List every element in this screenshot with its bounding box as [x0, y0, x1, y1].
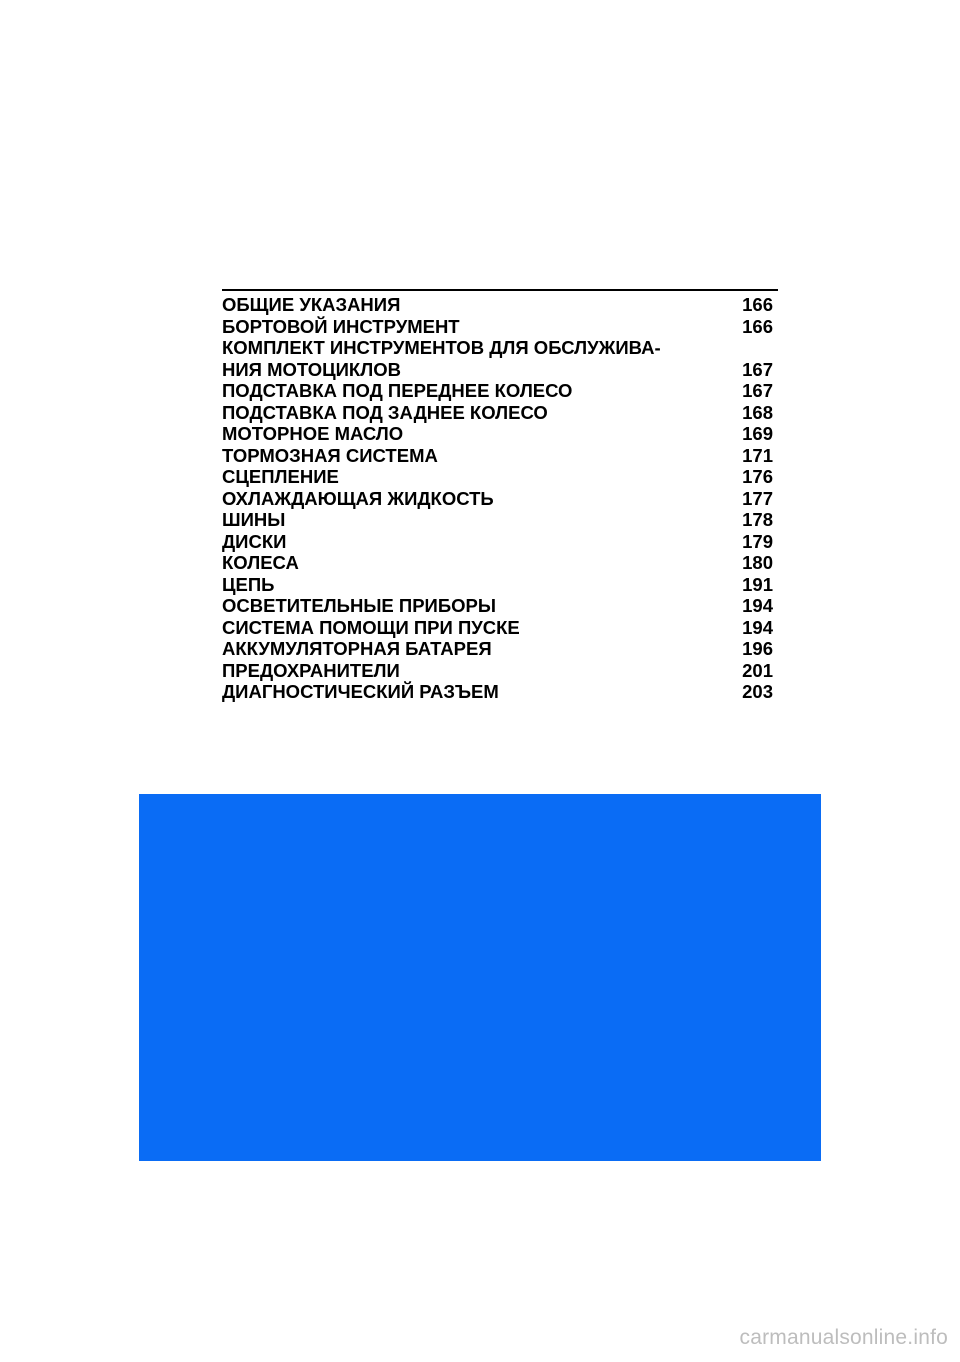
toc-entry-title: АККУМУЛЯТОРНАЯ БАТАРЕЯ — [222, 638, 492, 659]
toc-entry-title: ПОДСТАВКА ПОД ПЕРЕДНЕЕ КОЛЕСО — [222, 380, 573, 401]
toc-entry[interactable] — [222, 574, 778, 596]
toc-entry[interactable] — [222, 509, 778, 531]
toc-entry-page: 167 — [742, 358, 773, 380]
toc-entry[interactable] — [222, 423, 778, 445]
toc-entry[interactable] — [222, 337, 778, 359]
toc-entry-title: КОМПЛЕКТ ИНСТРУМЕНТОВ ДЛЯ ОБСЛУЖИВА- — [222, 337, 661, 358]
toc-entry-page: 171 — [742, 444, 773, 466]
toc-entry-page: 194 — [742, 616, 773, 638]
toc-entry[interactable] — [222, 552, 778, 574]
toc-entry[interactable] — [222, 617, 778, 639]
toc-entry[interactable] — [222, 380, 778, 402]
toc-entry-title: СИСТЕМА ПОМОЩИ ПРИ ПУСКЕ — [222, 616, 520, 638]
toc-entry-title: ОХЛАЖДАЮЩАЯ ЖИДКОСТЬ — [222, 487, 494, 509]
toc-entry-title: ПОДСТАВКА ПОД ЗАДНЕЕ КОЛЕСО — [222, 401, 548, 423]
toc-entry-page: 191 — [742, 573, 773, 595]
toc-entry-title: ДИАГНОСТИЧЕСКИЙ РАЗЪЕМ — [222, 681, 499, 702]
toc-entry[interactable] — [222, 316, 778, 338]
toc-entry-title: ОБЩИЕ УКАЗАНИЯ — [222, 294, 401, 315]
toc-entry[interactable] — [222, 294, 778, 316]
toc-entry-title: ОСВЕТИТЕЛЬНЫЕ ПРИБОРЫ — [222, 595, 496, 616]
toc-entry[interactable] — [222, 531, 778, 553]
toc-entry-page: 177 — [742, 487, 773, 509]
toc-entry-page: 166 — [742, 294, 773, 315]
toc-entry-title: ЦЕПЬ — [222, 573, 275, 595]
blue-panel — [139, 794, 821, 1161]
toc-entry[interactable] — [222, 681, 778, 703]
toc-entry-page: 180 — [742, 552, 773, 573]
toc-entry[interactable] — [222, 359, 778, 381]
toc-entry-title: МОТОРНОЕ МАСЛО — [222, 423, 404, 444]
toc-entry-page: 167 — [742, 380, 773, 401]
toc-entry[interactable] — [222, 445, 778, 467]
toc-entry-page: 196 — [742, 638, 773, 659]
toc-entry-title: БОРТОВОЙ ИНСТРУМЕНТ — [222, 315, 460, 337]
toc-entry[interactable] — [222, 402, 778, 424]
toc-entry-title: ДИСКИ — [222, 530, 287, 552]
toc-entry-page: 178 — [742, 509, 773, 530]
toc-entry-page: 194 — [742, 595, 773, 616]
toc-entry-page: 166 — [742, 315, 773, 337]
toc-entry-title: НИЯ МОТОЦИКЛОВ — [222, 358, 401, 380]
toc-entry-title: ТОРМОЗНАЯ СИСТЕМА — [222, 444, 438, 466]
toc-entry[interactable] — [222, 488, 778, 510]
toc-entry-page: 168 — [742, 401, 773, 423]
toc-entry[interactable] — [222, 638, 778, 660]
toc-entry[interactable] — [222, 660, 778, 682]
toc-entry-page: 169 — [742, 423, 773, 444]
table-of-contents — [222, 289, 778, 703]
toc-entry-page: 203 — [742, 681, 773, 702]
toc-entry-page: 179 — [742, 530, 773, 552]
toc-entry-title: СЦЕПЛЕНИЕ — [222, 466, 339, 487]
toc-entry-title: ПРЕДОХРАНИТЕЛИ — [222, 659, 400, 681]
toc-entry-page: 176 — [742, 466, 773, 487]
toc-entry[interactable] — [222, 595, 778, 617]
toc-entry-title: КОЛЕСА — [222, 552, 299, 573]
toc-entry-page: 201 — [742, 659, 773, 681]
watermark: carmanualsonline.info — [739, 1326, 948, 1349]
toc-entry[interactable] — [222, 466, 778, 488]
toc-entry-title: ШИНЫ — [222, 509, 286, 530]
